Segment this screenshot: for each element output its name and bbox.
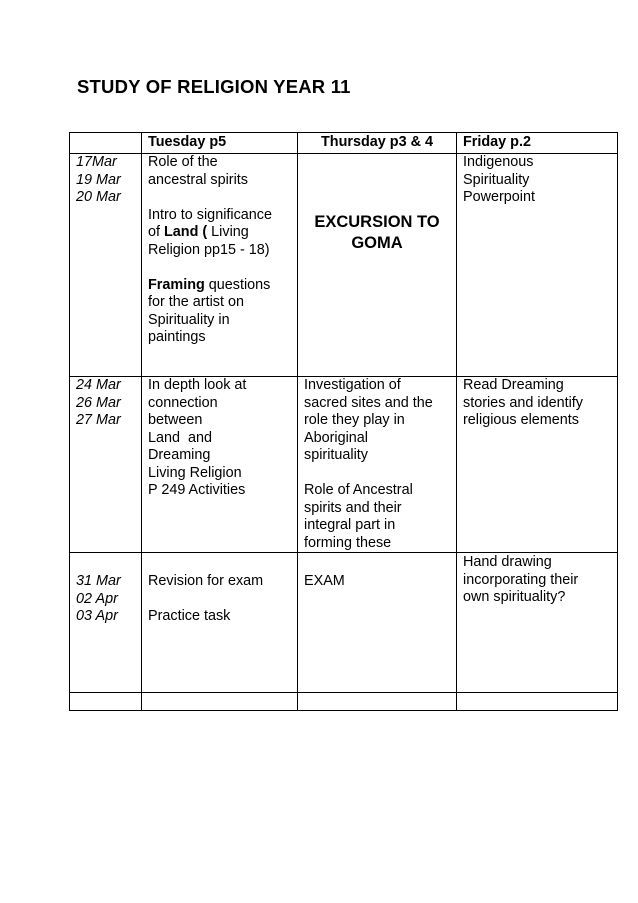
cell-line: Indigenous [463,154,534,170]
tuesday-cell [142,377,298,553]
cell-line: Intro to significance [148,206,272,223]
date-text: 19 Mar [76,171,121,188]
cell-line: Investigation of [304,377,401,393]
cell-line: ancestral spirits [148,171,248,188]
text-framing-bold: Framing [148,276,205,293]
cell-line: spirituality [304,447,368,463]
cell-line: P 249 Activities [148,482,246,498]
cell-line: integral part in [304,517,396,533]
excursion-text [304,212,450,254]
page-title: STUDY OF RELIGION YEAR 11 [77,76,351,97]
cell-line: incorporating their [463,571,579,588]
cell-line: Read Dreaming [463,377,564,393]
header-date [70,133,142,154]
cell-line: Spirituality in [148,311,230,328]
cell-line [148,224,291,242]
header-tuesday: Tuesday p5 [142,133,298,154]
cell-line: EXCURSION TO [314,213,440,231]
cell-line: sacred sites and the [304,394,433,411]
schedule-table [69,132,618,711]
cell-line: Practice task [148,608,231,624]
cell-line [148,277,291,295]
cell-line: Living Religion [148,464,242,481]
cell-line: Revision for exam [148,573,264,589]
date-text: 20 Mar [76,189,121,205]
cell-line: Role of Ancestral [304,482,413,498]
cell-line: role they play in [304,412,405,428]
table-row [70,377,618,553]
cell-line: Hand drawing [463,554,552,570]
text-questions: questions [204,276,271,293]
cell-line: forming these [304,534,392,551]
cell-line: own spirituality? [463,589,566,605]
cell-line: Role of the [148,154,218,170]
row-dates [70,154,142,377]
cell-line: stories and identify [463,394,583,411]
date-text: 27 Mar [76,412,121,428]
cell-line: for the artist on [148,294,244,310]
header-thursday: Thursday p3 & 4 [298,133,457,154]
table-row [70,154,618,377]
cell-line: spirits and their [304,499,402,516]
table-row-empty [70,693,618,711]
empty-cell [142,693,298,711]
friday-cell [457,553,618,693]
empty-cell [70,693,142,711]
empty-cell [298,693,457,711]
cell-line: Spirituality [463,171,530,188]
tuesday-cell [142,154,298,377]
cell-line: In depth look at [148,377,247,393]
cell-line: EXAM [304,573,345,589]
date-text: 24 Mar [76,377,121,393]
cell-line: Land and [148,429,213,446]
cell-line: connection [148,394,218,411]
thursday-cell [298,154,457,377]
row-dates [70,553,142,693]
thursday-cell [298,553,457,693]
date-text: 31 Mar [76,573,121,589]
text-of: of [148,224,164,240]
text-land-bold: Land ( [164,224,208,240]
table-header-row [70,133,618,154]
cell-line: Powerpoint [463,189,535,205]
date-text: 26 Mar [76,394,121,411]
friday-cell [457,377,618,553]
cell-line: religious elements [463,412,579,428]
row-dates [70,377,142,553]
cell-line: Aboriginal [304,429,368,446]
table-row [70,553,618,693]
cell-line: GOMA [351,234,403,252]
friday-cell [457,154,618,377]
date-text: 02 Apr [76,590,118,607]
cell-line: between [148,412,203,428]
date-text: 17Mar [76,154,117,170]
date-text: 03 Apr [76,608,118,624]
cell-line: Dreaming [148,447,211,463]
text-living: Living [207,224,249,240]
empty-cell [457,693,618,711]
header-friday: Friday p.2 [457,133,618,154]
tuesday-cell [142,553,298,693]
cell-line: Religion pp15 - 18) [148,241,270,258]
thursday-cell [298,377,457,553]
cell-line: paintings [148,329,206,345]
